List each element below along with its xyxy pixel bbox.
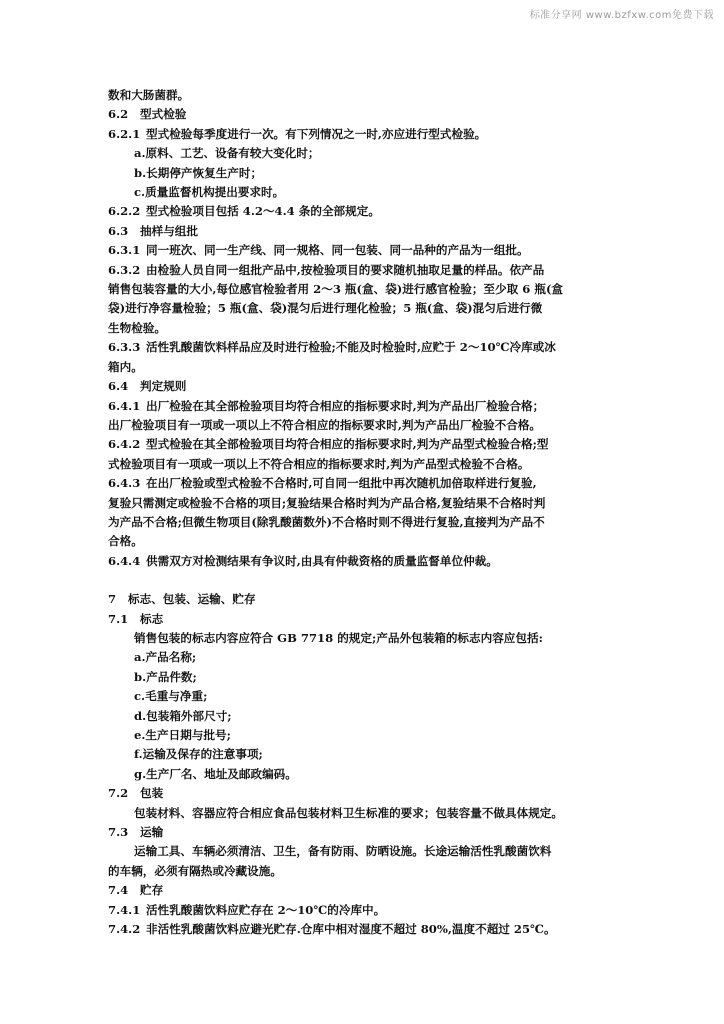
clause-text: 由检验人员自同一组批产品中,按检验项目的要求随机抽取足量的样品。依产品	[146, 262, 545, 277]
text-line: 运输工具、车辆必须清洁、卫生，备有防雨、防晒设施。长途运输活性乳酸菌饮料	[134, 844, 552, 859]
clause-text: 供需双方对检测结果有争议时,由具有仲裁资格的质量监督单位仲裁。	[146, 553, 498, 568]
clause-6-2-2	[108, 202, 613, 221]
chapter-heading-7	[108, 590, 613, 609]
section-number: 7.3	[108, 825, 129, 840]
clause-text: 型式检验在其全部检验项目均符合相应的指标要求时,判为产品型式检验合格;型	[146, 437, 549, 452]
clause-text: 活性乳酸菌饮料样品应及时进行检验;不能及时检验时,应贮于 2～10℃冷库或冰	[146, 340, 556, 355]
clause-7-4-1	[108, 901, 613, 920]
text-line: 复验只需测定或检验不合格的项目;复验结果合格时判为产品合格,复验结果不合格时判	[108, 495, 546, 510]
list-item: f.运输及保存的注意事项;	[134, 747, 263, 762]
text-line: 袋)进行净容量检验；5 瓶(盒、袋)混匀后进行理化检验；5 瓶(盒、袋)混匀后进行微	[108, 301, 543, 316]
clause-text: 同一班次、同一生产线、同一规格、同一包装、同一品种的产品为一组批。	[146, 243, 529, 258]
section-heading-7-1	[108, 610, 613, 629]
list-item: b.长期停产恢复生产时；	[134, 165, 263, 180]
clause-text: 型式检验每季度进行一次。有下列情况之一时,亦应进行型式检验。	[146, 126, 487, 141]
clause-7-4-2	[108, 920, 613, 939]
clause-text: 型式检验项目包括 4.2～4.4 条的全部规定。	[146, 204, 380, 219]
text-line: 销售包装的标志内容应符合 GB 7718 的规定;产品外包装箱的标志内容应包括:	[134, 630, 543, 645]
clause-6-4-4	[108, 552, 613, 571]
section-heading-7-2	[108, 784, 613, 803]
clause-6-3-3	[108, 338, 613, 357]
clause-number: 6.4.2	[108, 437, 141, 452]
list-item: c.毛重与净重;	[134, 689, 208, 704]
clause-number: 6.4.1	[108, 398, 141, 413]
section-heading-7-4	[108, 881, 613, 900]
section-number: 6.4	[108, 379, 129, 394]
list-item: a.产品名称;	[134, 650, 197, 665]
section-number: 7.1	[108, 611, 129, 626]
clause-text: 非活性乳酸菌饮料应避光贮存.仓库中相对湿度不超过 80%,温度不超过 25℃。	[146, 922, 556, 937]
list-item: b.产品件数;	[134, 669, 197, 684]
clause-6-2-1	[108, 125, 613, 144]
text-line: 为产品不合格;但微生物项目(除乳酸菌数外)不合格时则不得进行复验,直接判为产品不	[108, 514, 545, 529]
text-line: 生物检验。	[108, 320, 166, 335]
list-item: d.包装箱外部尺寸;	[134, 708, 232, 723]
section-number: 6.3	[108, 223, 129, 238]
section-number: 6.2	[108, 107, 129, 122]
clause-number: 6.2.1	[108, 126, 141, 141]
clause-number: 7.4.1	[108, 902, 141, 917]
section-heading-7-3	[108, 823, 613, 842]
watermark: 标准分享网 www.bzfxw.com免费下载	[529, 10, 714, 21]
text-line: 合格。	[108, 534, 143, 549]
text-line: 的车辆，必须有隔热或冷藏设施。	[108, 863, 282, 878]
spacer	[108, 571, 613, 590]
text-line: 出厂检验项目有一项或一项以上不符合相应的指标要求时,判为产品出厂检验不合格。	[108, 417, 542, 432]
text-line: 销售包装容量的大小,每位感官检验者用 2～3 瓶(盒、袋)进行感官检验；至少取 6 瓶(盒	[108, 282, 564, 297]
section-title: 判定规则	[140, 379, 187, 394]
clause-number: 6.2.2	[108, 204, 141, 219]
list-item: e.生产日期与批号;	[134, 728, 231, 742]
clause-number: 6.4.4	[108, 553, 141, 568]
section-title: 标志	[140, 611, 164, 626]
section-title: 运输	[140, 825, 164, 840]
text-line: 包装材料、容器应符合相应食品包装材料卫生标准的要求；包装容量不做具体规定。	[134, 805, 563, 820]
section-heading-6-3	[108, 222, 613, 241]
list-item: c.质量监督机构提出要求时。	[134, 185, 285, 200]
section-heading-6-4	[108, 377, 613, 396]
clause-number: 7.4.2	[108, 922, 141, 937]
clause-6-3-1	[108, 241, 613, 260]
clause-6-4-3	[108, 474, 613, 493]
list-item: g.生产厂名、地址及邮政编码。	[134, 766, 297, 781]
document-body	[108, 86, 613, 939]
text-line: 数和大肠菌群。	[108, 88, 190, 102]
section-heading-6-2	[108, 105, 613, 124]
clause-text: 出厂检验在其全部检验项目均符合相应的指标要求时,判为产品出厂检验合格；	[146, 398, 545, 413]
clause-number: 6.3.1	[108, 243, 141, 258]
clause-6-4-1	[108, 397, 613, 416]
clause-text: 活性乳酸菌饮料应贮存在 2～10℃的冷库中。	[146, 902, 386, 917]
list-item: a.原料、工艺、设备有较大变化时；	[134, 146, 320, 161]
clause-number: 6.3.2	[108, 262, 141, 277]
clause-6-3-2	[108, 261, 613, 280]
chapter-number: 7	[108, 592, 117, 607]
section-title: 抽样与组批	[140, 223, 198, 238]
section-number: 7.2	[108, 786, 129, 801]
section-title: 贮存	[140, 883, 164, 898]
clause-number: 6.3.3	[108, 340, 141, 355]
text-line: 箱内。	[108, 359, 143, 374]
clause-number: 6.4.3	[108, 476, 141, 491]
section-number: 7.4	[108, 883, 129, 898]
chapter-title: 标志、包装、运输、贮存	[128, 592, 256, 607]
section-title: 型式检验	[140, 107, 187, 122]
section-title: 包装	[140, 786, 164, 801]
text-line: 式检验项目有一项或一项以上不符合相应的指标要求时,判为产品型式检验不合格。	[108, 456, 530, 471]
clause-text: 在出厂检验或型式检验不合格时,可自同一组批中再次随机加倍取样进行复验,	[146, 476, 537, 491]
clause-6-4-2	[108, 435, 613, 454]
